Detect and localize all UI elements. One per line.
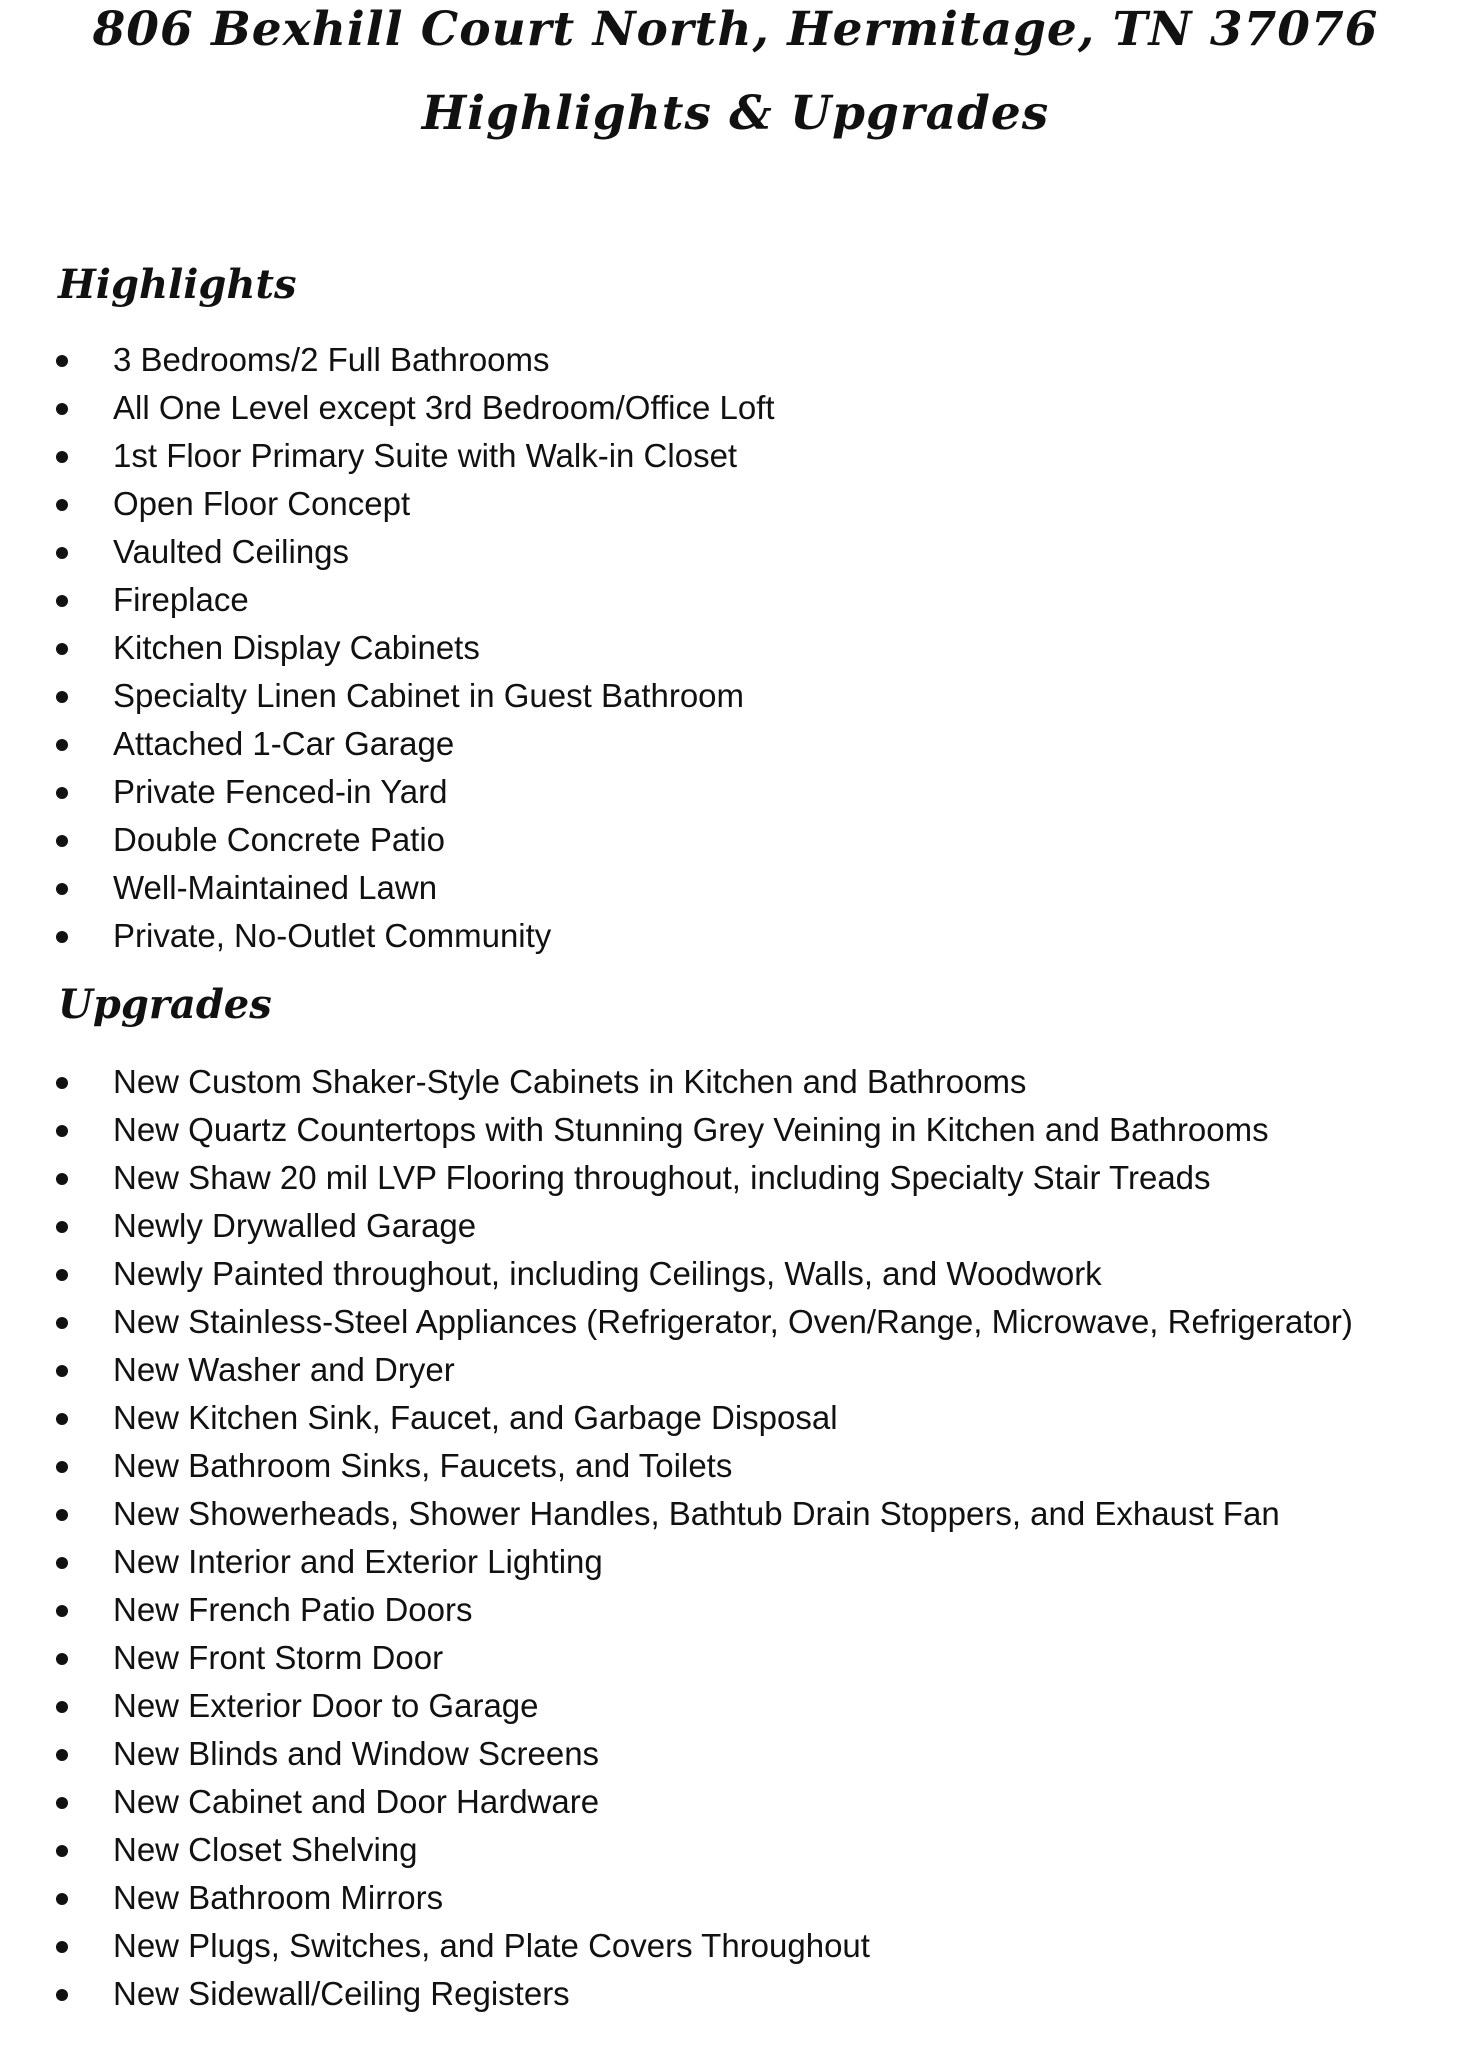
bullet-icon (56, 1941, 68, 1953)
upgrade-item-text: New Kitchen Sink, Faucet, and Garbage Disposal (113, 1399, 838, 1436)
document-title-subtitle: Highlights & Upgrades (421, 86, 1050, 141)
highlight-item (0, 576, 1471, 624)
bullet-icon (56, 691, 68, 703)
upgrade-item (0, 1970, 1471, 2018)
upgrade-item (0, 1154, 1471, 1202)
bullet-icon (56, 1125, 68, 1137)
highlights-heading: Highlights (58, 261, 297, 308)
upgrade-item (0, 1250, 1471, 1298)
upgrade-item-text: New Bathroom Mirrors (113, 1879, 444, 1916)
upgrade-item (0, 1346, 1471, 1394)
upgrade-item-text: Newly Painted throughout, including Ceilings, Walls, and Woodwork (113, 1255, 1102, 1292)
bullet-icon (56, 1077, 68, 1089)
highlight-item (0, 336, 1471, 384)
upgrade-item-text: New Showerheads, Shower Handles, Bathtub Drain Stoppers, and Exhaust Fan (113, 1495, 1280, 1532)
highlight-item (0, 672, 1471, 720)
bullet-icon (56, 595, 68, 607)
bullet-icon (56, 739, 68, 751)
upgrade-item-text: New Washer and Dryer (113, 1351, 455, 1388)
highlight-item (0, 768, 1471, 816)
upgrades-heading: Upgrades (58, 981, 272, 1028)
bullet-icon (56, 1317, 68, 1329)
highlight-item (0, 624, 1471, 672)
upgrade-item-text: Newly Drywalled Garage (113, 1207, 477, 1244)
bullet-icon (56, 403, 68, 415)
bullet-icon (56, 451, 68, 463)
highlight-item-text: Open Floor Concept (113, 485, 411, 522)
upgrade-item (0, 1874, 1471, 1922)
upgrades-list (0, 1058, 1471, 2018)
upgrade-item (0, 1538, 1471, 1586)
bullet-icon (56, 1221, 68, 1233)
bullet-icon (56, 1797, 68, 1809)
highlight-item (0, 864, 1471, 912)
upgrade-item (0, 1058, 1471, 1106)
upgrade-item-text: New Blinds and Window Screens (113, 1735, 600, 1772)
upgrade-item-text: New Cabinet and Door Hardware (113, 1783, 600, 1820)
upgrade-item-text: New Quartz Countertops with Stunning Grey Veining in Kitchen and Bathrooms (113, 1111, 1269, 1148)
bullet-icon (56, 643, 68, 655)
bullet-icon (56, 547, 68, 559)
highlight-item (0, 912, 1471, 960)
upgrade-item (0, 1394, 1471, 1442)
bullet-icon (56, 1989, 68, 2001)
bullet-icon (56, 1509, 68, 1521)
upgrade-item-text: New Front Storm Door (113, 1639, 444, 1676)
highlight-item-text: Kitchen Display Cabinets (113, 629, 480, 666)
bullet-icon (56, 499, 68, 511)
upgrade-item (0, 1682, 1471, 1730)
highlight-item-text: Private Fenced-in Yard (113, 773, 448, 810)
highlight-item (0, 528, 1471, 576)
bullet-icon (56, 1413, 68, 1425)
upgrade-item-text: New Bathroom Sinks, Faucets, and Toilets (113, 1447, 733, 1484)
upgrade-item (0, 1106, 1471, 1154)
highlights-list (0, 336, 1471, 960)
upgrade-item (0, 1490, 1471, 1538)
bullet-icon (56, 1269, 68, 1281)
highlight-item-text: All One Level except 3rd Bedroom/Office Loft (113, 389, 775, 426)
upgrade-item (0, 1826, 1471, 1874)
highlight-item (0, 480, 1471, 528)
upgrade-item-text: New Custom Shaker-Style Cabinets in Kitchen and Bathrooms (113, 1063, 1027, 1100)
highlight-item-text: Attached 1-Car Garage (113, 725, 455, 762)
bullet-icon (56, 883, 68, 895)
upgrade-item (0, 1202, 1471, 1250)
upgrade-item (0, 1778, 1471, 1826)
bullet-icon (56, 1605, 68, 1617)
upgrade-item-text: New French Patio Doors (113, 1591, 473, 1628)
bullet-icon (56, 1461, 68, 1473)
highlight-item-text: Private, No-Outlet Community (113, 917, 552, 954)
highlight-item-text: 3 Bedrooms/2 Full Bathrooms (113, 341, 550, 378)
bullet-icon (56, 1173, 68, 1185)
upgrade-item-text: New Interior and Exterior Lighting (113, 1543, 603, 1580)
highlight-item-text: Vaulted Ceilings (113, 533, 350, 570)
upgrade-item-text: New Sidewall/Ceiling Registers (113, 1975, 570, 2012)
bullet-icon (56, 1365, 68, 1377)
highlight-item-text: Double Concrete Patio (113, 821, 446, 858)
upgrade-item-text: New Shaw 20 mil LVP Flooring throughout, including Specialty Stair Treads (113, 1159, 1211, 1196)
upgrade-item-text: New Stainless-Steel Appliances (Refrigerator, Oven/Range, Microwave, Refrigerator) (113, 1303, 1353, 1340)
highlight-item (0, 720, 1471, 768)
highlight-item-text: 1st Floor Primary Suite with Walk-in Closet (113, 437, 738, 474)
highlight-item-text: Specialty Linen Cabinet in Guest Bathroom (113, 677, 745, 714)
bullet-icon (56, 931, 68, 943)
upgrade-item-text: New Plugs, Switches, and Plate Covers Throughout (113, 1927, 870, 1964)
bullet-icon (56, 355, 68, 367)
highlight-item-text: Fireplace (113, 581, 249, 618)
document-title-address: 806 Bexhill Court North, Hermitage, TN 37076 (92, 2, 1379, 57)
upgrade-item (0, 1922, 1471, 1970)
bullet-icon (56, 1845, 68, 1857)
upgrade-item (0, 1298, 1471, 1346)
bullet-icon (56, 1893, 68, 1905)
upgrade-item (0, 1634, 1471, 1682)
highlight-item (0, 384, 1471, 432)
upgrade-item (0, 1442, 1471, 1490)
bullet-icon (56, 1701, 68, 1713)
highlight-item (0, 432, 1471, 480)
bullet-icon (56, 1653, 68, 1665)
highlight-item (0, 816, 1471, 864)
upgrade-item (0, 1586, 1471, 1634)
highlight-item-text: Well-Maintained Lawn (113, 869, 438, 906)
upgrade-item-text: New Exterior Door to Garage (113, 1687, 539, 1724)
bullet-icon (56, 787, 68, 799)
bullet-icon (56, 1557, 68, 1569)
upgrade-item (0, 1730, 1471, 1778)
bullet-icon (56, 1749, 68, 1761)
upgrade-item-text: New Closet Shelving (113, 1831, 418, 1868)
bullet-icon (56, 835, 68, 847)
